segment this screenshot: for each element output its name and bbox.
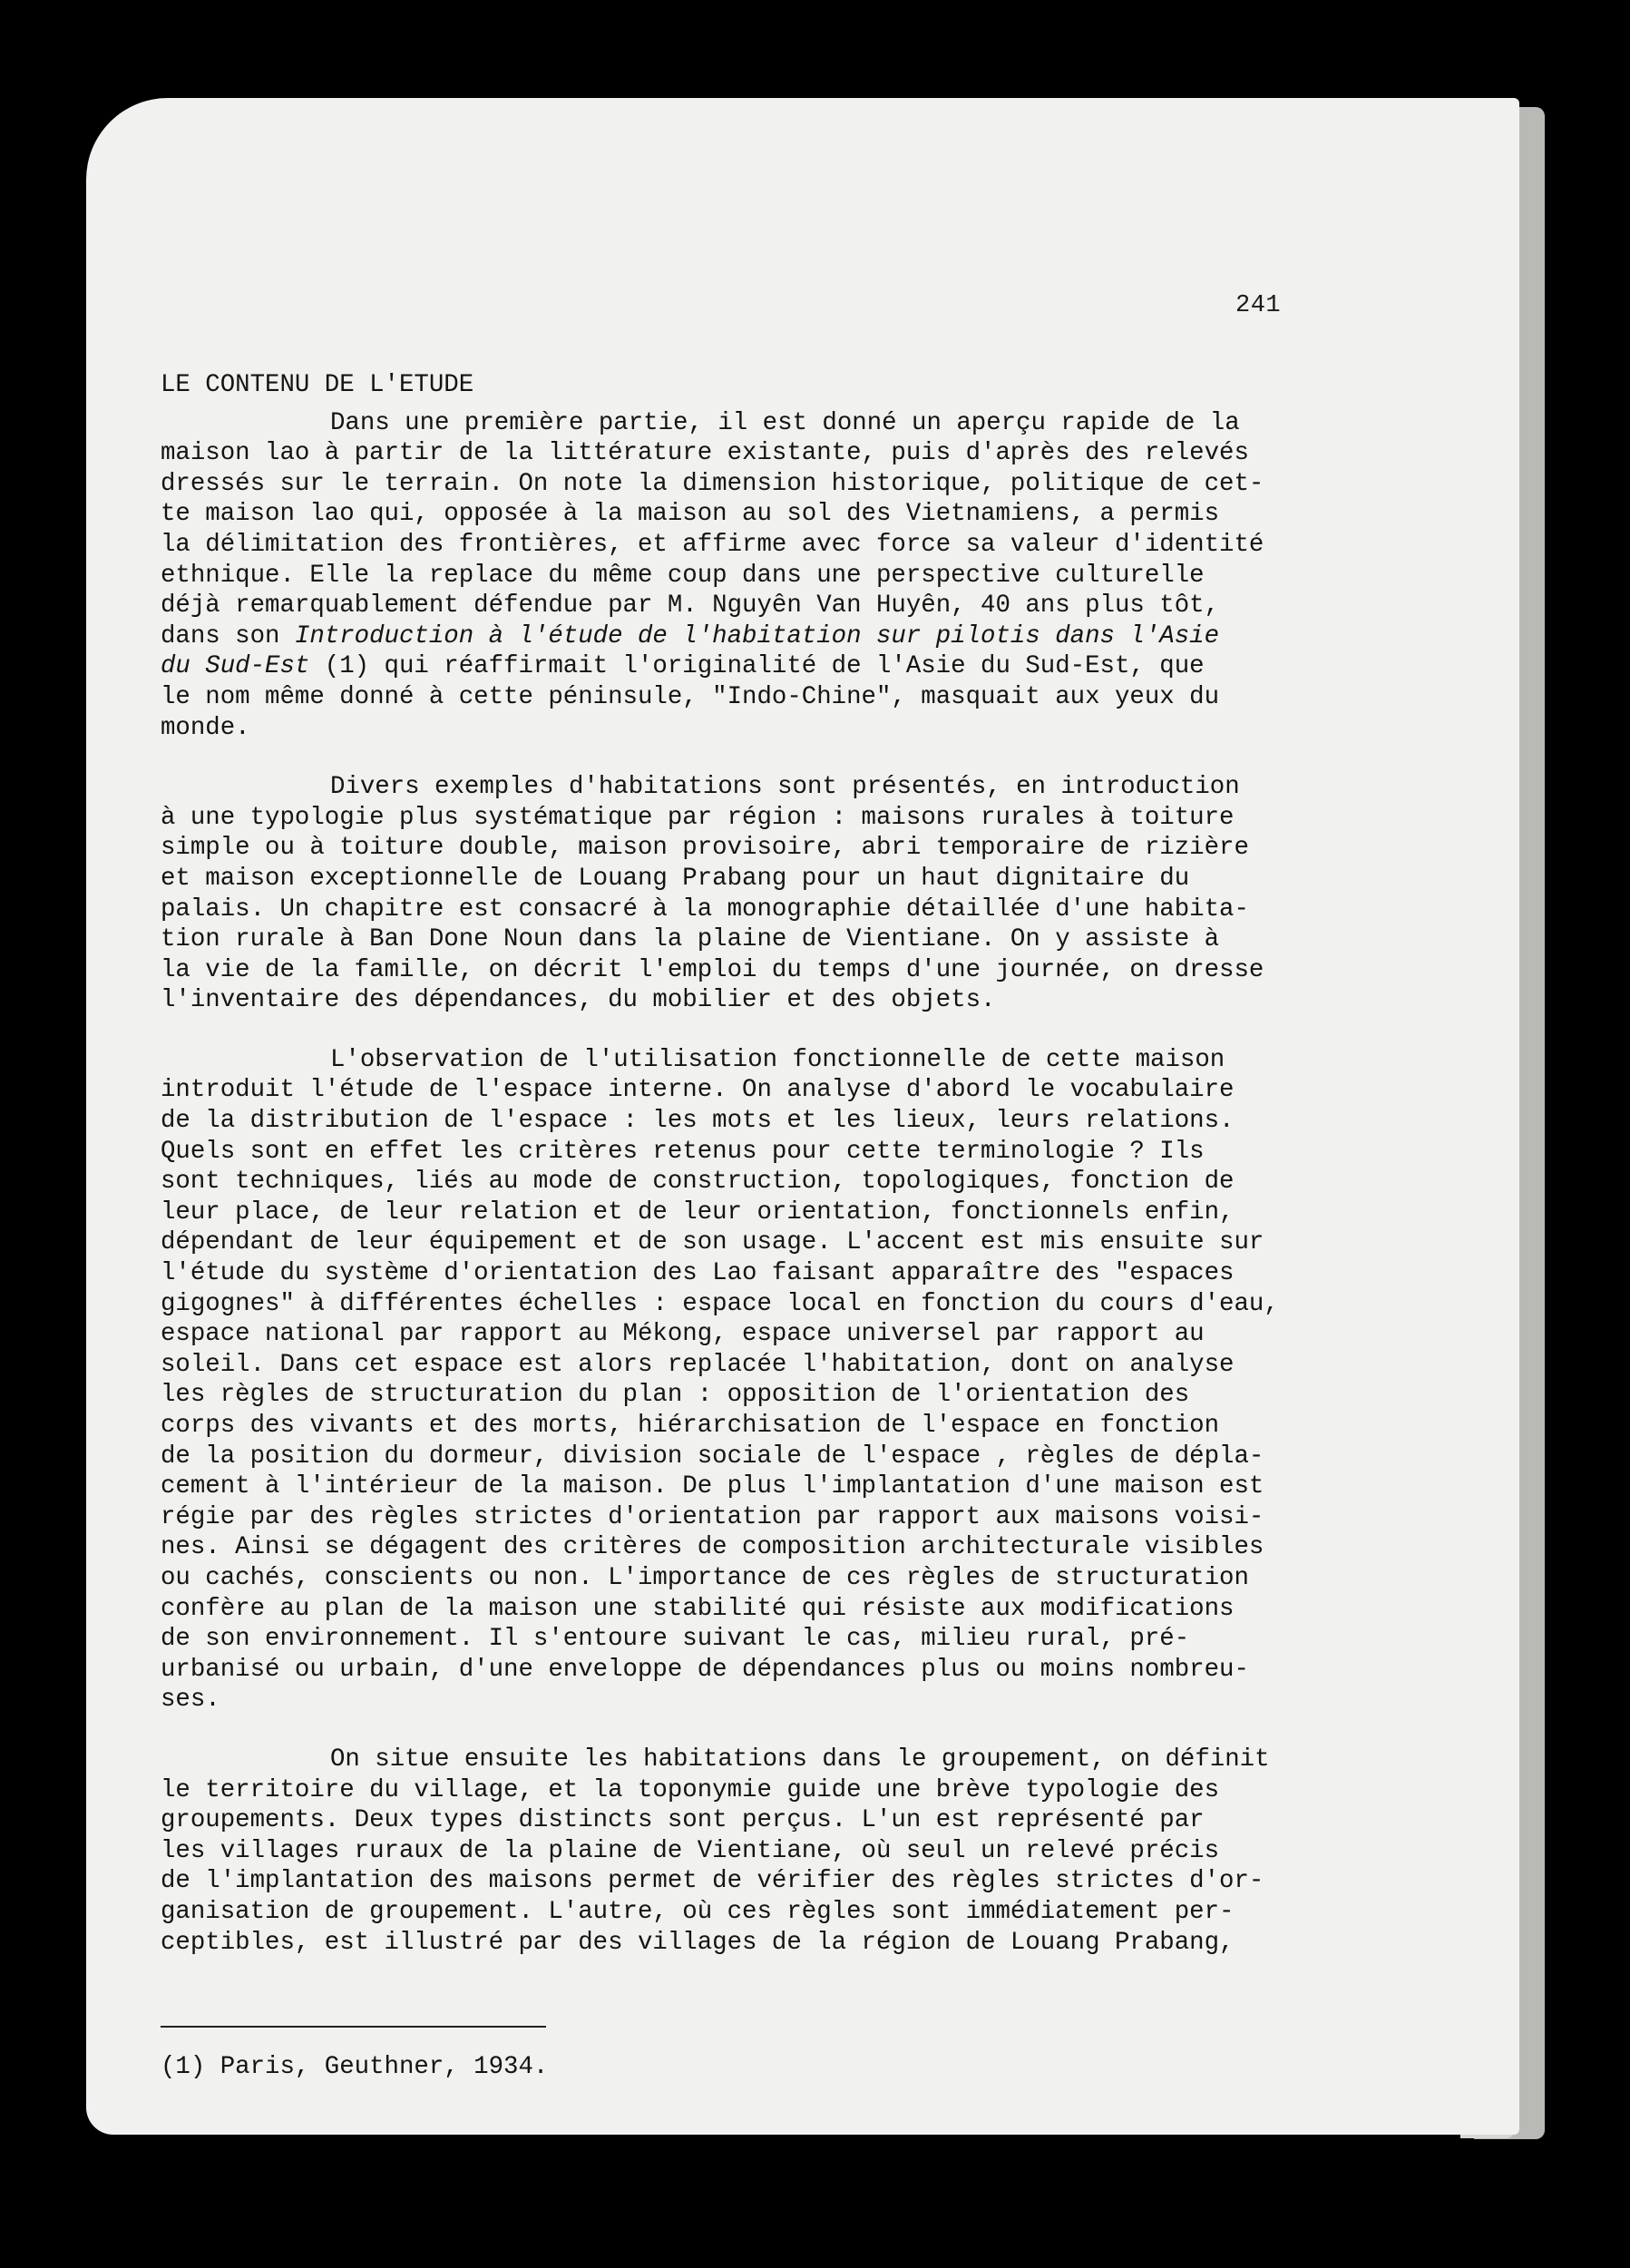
- text-line: tion rurale à Ban Done Noun dans la plaine de Vientiane. On y assiste à: [161, 925, 1220, 954]
- text-line: espace national par rapport au Mékong, espace universel par rapport au: [161, 1320, 1205, 1349]
- text-line-with-title: du Sud-Est (1) qui réaffirmait l'originalité de l'Asie du Sud-Est, que: [161, 652, 1205, 681]
- paragraph-2: [161, 772, 1371, 1016]
- paragraph-3: [161, 1045, 1371, 1716]
- text-line: confère au plan de la maison une stabilité qui résiste aux modifications: [161, 1594, 1235, 1623]
- text-line: monde.: [161, 713, 250, 742]
- text-line: le nom même donné à cette péninsule, "Indo-Chine", masquait aux yeux du: [161, 682, 1220, 711]
- text-line: ou cachés, conscients ou non. L'importance de ces règles de structuration: [161, 1563, 1249, 1592]
- text-line: simple ou à toiture double, maison provisoire, abri temporaire de rizière: [161, 834, 1249, 863]
- text-line: L'observation de l'utilisation fonctionnelle de cette maison: [330, 1045, 1225, 1074]
- text-line: cement à l'intérieur de la maison. De plus l'implantation d'une maison est: [161, 1472, 1264, 1501]
- text-line: les villages ruraux de la plaine de Vientiane, où seul un relevé précis: [161, 1836, 1220, 1865]
- text-line: la délimitation des frontières, et affirme avec force sa valeur d'identité: [161, 530, 1264, 559]
- text-line: urbanisé ou urbain, d'une enveloppe de dépendances plus ou moins nombreu-: [161, 1655, 1249, 1684]
- text-line: les règles de structuration du plan : opposition de l'orientation des: [161, 1381, 1190, 1410]
- text-line: Divers exemples d'habitations sont présentés, en introduction: [330, 773, 1240, 802]
- text-line-with-title: dans son Introduction à l'étude de l'habitation sur pilotis dans l'Asie: [161, 621, 1220, 650]
- text-line: et maison exceptionnelle de Louang Prabang pour un haut dignitaire du: [161, 864, 1190, 893]
- text-line: ses.: [161, 1686, 220, 1715]
- text-line: soleil. Dans cet espace est alors replacée l'habitation, dont on analyse: [161, 1350, 1235, 1379]
- text-line: de la distribution de l'espace : les mots et les lieux, leurs relations.: [161, 1107, 1235, 1136]
- text-line: Quels sont en effet les critères retenus pour cette terminologie ? Ils: [161, 1137, 1205, 1166]
- main-text: [161, 370, 1371, 1987]
- page-number: 241: [1235, 292, 1282, 319]
- text-line: maison lao à partir de la littérature existante, puis d'après des relevés: [161, 439, 1249, 468]
- text-line: à une typologie plus systématique par région : maisons rurales à toiture: [161, 803, 1235, 832]
- text-line: ganisation de groupement. L'autre, où ces règles sont immédiatement per-: [161, 1897, 1235, 1926]
- text-line: On situe ensuite les habitations dans le groupement, on définit: [330, 1745, 1270, 1774]
- text-line: le territoire du village, et la toponymie guide une brève typologie des: [161, 1775, 1220, 1804]
- section-heading: LE CONTENU DE L'ETUDE: [161, 371, 474, 399]
- text-line: régie par des règles strictes d'orientation par rapport aux maisons voisi-: [161, 1502, 1264, 1531]
- text-line: déjà remarquablement défendue par M. Nguyên Van Huyên, 40 ans plus tôt,: [161, 591, 1220, 621]
- text-line: ethnique. Elle la replace du même coup dans une perspective culturelle: [161, 561, 1205, 590]
- text-line: de l'implantation des maisons permet de vérifier des règles strictes d'or-: [161, 1867, 1264, 1896]
- text-line: dressés sur le terrain. On note la dimension historique, politique de cet-: [161, 469, 1264, 498]
- text-line: l'inventaire des dépendances, du mobilier et des objets.: [161, 986, 996, 1015]
- text-line: l'étude du système d'orientation des Lao faisant apparaître des "espaces: [161, 1259, 1235, 1288]
- footnote: (1) Paris, Geuthner, 1934.: [161, 2053, 549, 2081]
- footnote-divider: [161, 2026, 546, 2028]
- text-line: la vie de la famille, on décrit l'emploi du temps d'une journée, on dresse: [161, 955, 1264, 984]
- text-line: corps des vivants et des morts, hiérarchisation de l'espace en fonction: [161, 1412, 1220, 1440]
- text-line: Dans une première partie, il est donné un aperçu rapide de la: [330, 408, 1240, 437]
- text-line: de la position du dormeur, division sociale de l'espace , règles de dépla-: [161, 1442, 1264, 1471]
- paragraph-1: [161, 408, 1371, 744]
- text-line: nes. Ainsi se dégagent des critères de composition architecturale visibles: [161, 1533, 1264, 1562]
- text-line: groupements. Deux types distincts sont perçus. L'un est représenté par: [161, 1806, 1205, 1835]
- paragraph-4: [161, 1745, 1371, 1958]
- text-line: sont techniques, liés au mode de construction, topologiques, fonction de: [161, 1168, 1235, 1197]
- text-line: de son environnement. Il s'entoure suivant le cas, milieu rural, pré-: [161, 1625, 1190, 1654]
- text-line: te maison lao qui, opposée à la maison au sol des Vietnamiens, a permis: [161, 500, 1220, 529]
- text-line: leur place, de leur relation et de leur orientation, fonctionnels enfin,: [161, 1198, 1235, 1227]
- text-line: gigognes" à différentes échelles : espace local en fonction du cours d'eau,: [161, 1289, 1279, 1318]
- text-line: ceptibles, est illustré par des villages de la région de Louang Prabang,: [161, 1928, 1235, 1957]
- text-line: introduit l'étude de l'espace interne. On analyse d'abord le vocabulaire: [161, 1076, 1235, 1105]
- text-line: palais. Un chapitre est consacré à la monographie détaillée d'une habita-: [161, 894, 1249, 924]
- text-line: dépendant de leur équipement et de son usage. L'accent est mis ensuite sur: [161, 1228, 1264, 1257]
